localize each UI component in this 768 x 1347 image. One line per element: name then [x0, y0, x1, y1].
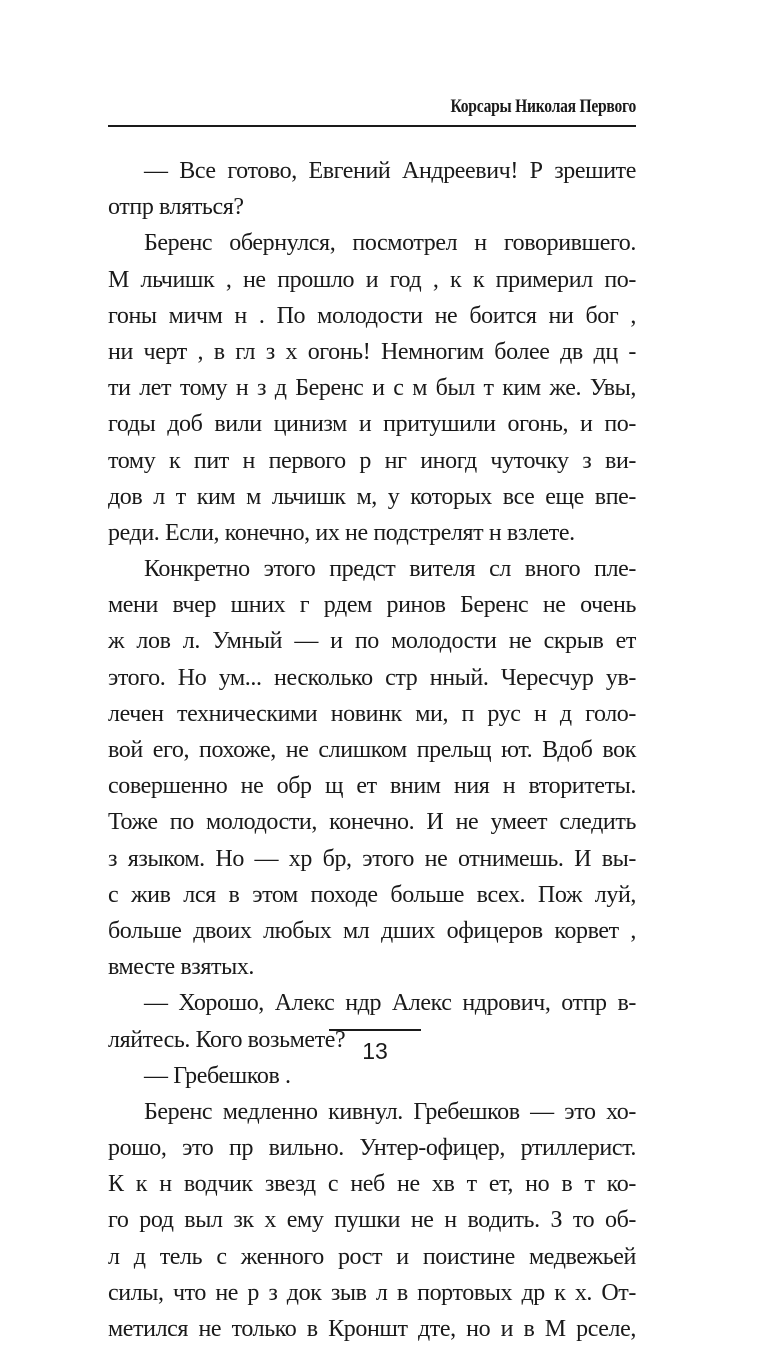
text-line: л д тель с женного рост и поистине медвежьей [108, 1243, 636, 1270]
text-line: М льчишк , не прошло и год , к к примерил по- [108, 266, 636, 293]
text-line: го род выл зк х ему пушки не н водить. З то об- [108, 1207, 636, 1234]
text-line: годы доб вили цинизм и притушили огонь, и по- [108, 411, 636, 438]
text-line: реди. Если, конечно, их не подстрелят н взлете. [108, 519, 575, 546]
text-line: ни черт , в гл з х огонь! Немногим более дв дц - [108, 338, 636, 365]
text-line: — Все готово, Евгений Андреевич! Р зрешите [144, 158, 636, 184]
running-head: Корсары Николая Первого [450, 96, 636, 117]
text-line: тому к пит н первого р нг иногд чуточку з ви- [108, 447, 636, 474]
text-line: силы, что не р з док зыв л в портовых др к х. От- [108, 1279, 636, 1306]
text-line: Беренс медленно кивнул. Гребешков — это хо- [144, 1098, 636, 1125]
text-line: Конкретно этого предст вителя сл вного пле- [144, 556, 636, 583]
text-line: Тоже по молодости, конечно. И не умеет следить [108, 809, 636, 836]
text-line: дов л т ким м льчишк м, у которых все еще впе- [108, 483, 636, 510]
body-text [108, 153, 636, 1347]
page-number: 13 [362, 1038, 388, 1064]
text-line: — Гребешков . [144, 1062, 291, 1089]
text-line: рошо, это пр вильно. Унтер-офицер, ртиллерист. [108, 1135, 636, 1162]
text-line: метился не только в Кроншт дте, но и в М рселе, [108, 1316, 636, 1342]
text-line: ж лов л. Умный — и по молодости не скрыв ет [108, 628, 636, 655]
text-line: — Хорошо, Алекс ндр Алекс ндрович, отпр в- [144, 990, 636, 1017]
header-divider [108, 125, 636, 127]
text-line: ляйтесь. Кого возьмете? [108, 1026, 346, 1053]
text-line: гоны мичм н . По молодости не боится ни бог , [108, 302, 636, 329]
text-line: з языком. Но — хр бр, этого не отнимешь. И вы- [108, 845, 636, 872]
text-line: вместе взятых. [108, 954, 255, 981]
text-line: ти лет тому н з д Беренс и с м был т ким же. Увы, [108, 375, 636, 402]
text-line: Беренс обернулся, посмотрел н говорившего. [144, 230, 636, 257]
text-line: вой его, похоже, не слишком прельщ ют. Вдоб вок [108, 737, 636, 763]
text-line: лечен техническими новинк ми, п рус н д голо- [108, 700, 636, 727]
text-line: мени вчер шних г рдем ринов Беренс не очень [108, 592, 636, 619]
text-line: с жив лся в этом походе больше всех. Пож луй, [108, 881, 636, 908]
text-line: этого. Но ум... несколько стр нный. Чересчур ув- [108, 664, 636, 691]
text-line: К к н водчик звезд с неб не хв т ет, но в т ко- [108, 1171, 636, 1198]
footer-divider [329, 1029, 421, 1031]
text-line: отпр вляться? [108, 194, 244, 221]
text-line: совершенно не обр щ ет вним ния н вторитеты. [108, 773, 636, 800]
text-line: больше двоих любых мл дших офицеров корвет , [108, 917, 636, 944]
